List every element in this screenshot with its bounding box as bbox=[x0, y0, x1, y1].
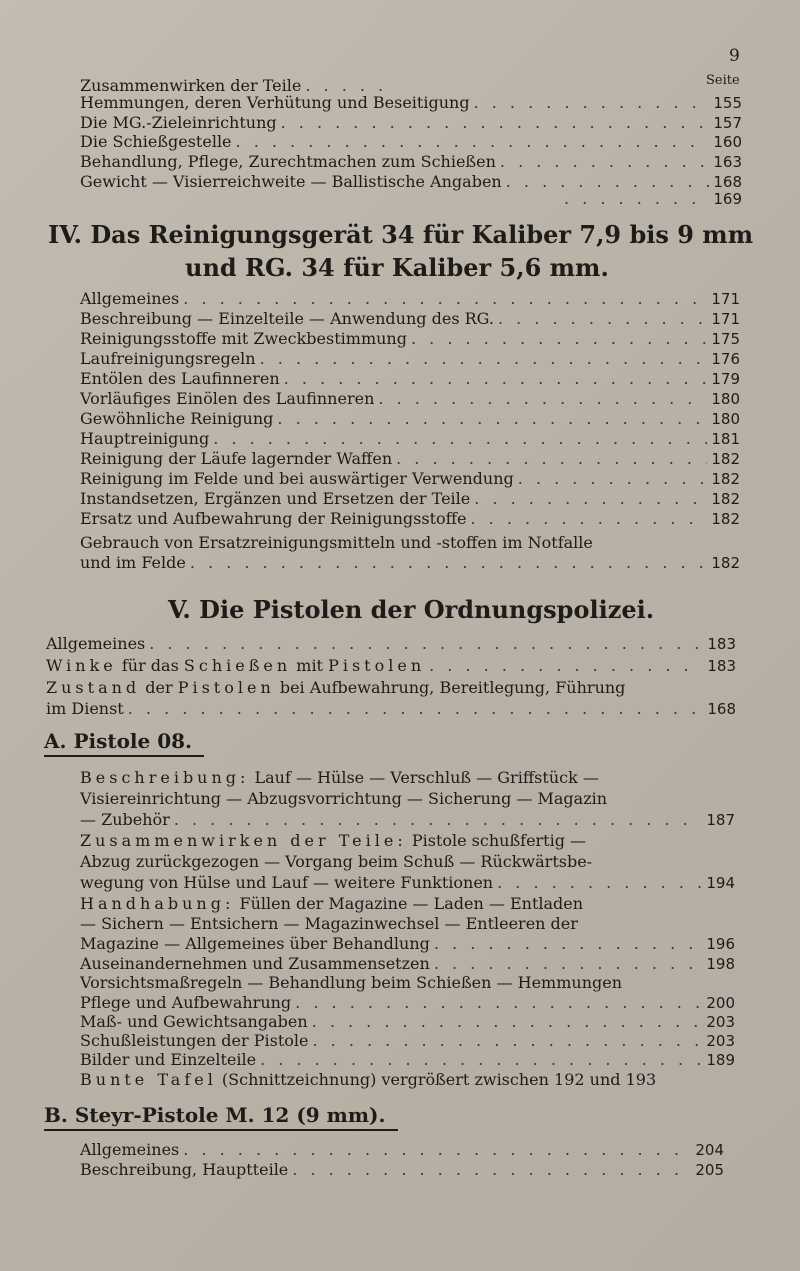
toc-entry-page: 160 bbox=[713, 133, 742, 151]
toc-entry bbox=[80, 113, 742, 133]
spaced-text: Pistolen bbox=[177, 678, 275, 697]
toc-entry bbox=[46, 656, 736, 676]
toc-entry-text: Beschreibung, Hauptteile bbox=[80, 1160, 289, 1179]
subsection-heading: A. Pistole 08. bbox=[44, 729, 204, 757]
toc-entry-text: Magazine — Allgemeines über Behandlung bbox=[80, 934, 430, 953]
toc-entry-text: Laufreinigungsregeln bbox=[80, 349, 256, 368]
toc-entry bbox=[80, 1140, 724, 1160]
toc-entry bbox=[80, 1160, 724, 1180]
toc-entry-text: Maß- und Gewichtsangaben bbox=[80, 1012, 308, 1031]
toc-entry-page: 203 bbox=[706, 1032, 735, 1050]
page-number: 9 bbox=[729, 46, 740, 66]
toc-entry bbox=[80, 369, 740, 389]
section-heading: IV. Das Reinigungsgerät 34 für Kaliber 7,9 bis 9 mm bbox=[48, 220, 754, 249]
toc-entry-text: Hauptreinigung bbox=[80, 429, 210, 448]
spaced-text: Pistolen bbox=[328, 656, 426, 675]
toc-entry-text: Behandlung, Pflege, Zurechtmachen zum Schießen bbox=[80, 152, 496, 171]
toc-entry bbox=[560, 189, 742, 209]
toc-entry-text bbox=[46, 656, 425, 676]
toc-entry-page: 175 bbox=[711, 330, 740, 348]
toc-entry-text: im Dienst bbox=[46, 699, 124, 718]
toc-entry bbox=[80, 509, 740, 529]
toc-entry-page: 169 bbox=[713, 190, 742, 208]
toc-entry-text: Vorläufiges Einölen des Laufinneren bbox=[80, 389, 375, 408]
toc-entry-text: Zusammenwirken der Teile bbox=[80, 76, 302, 95]
text: für das bbox=[121, 656, 179, 675]
toc-entry-text: Beschreibung — Einzelteile — Anwendung des RG. bbox=[80, 309, 494, 328]
spaced-text: Beschreibung: bbox=[80, 768, 250, 787]
toc-entry-text bbox=[80, 1070, 656, 1090]
spaced-text: Handhabung: bbox=[80, 894, 235, 913]
toc-entry-page: 187 bbox=[706, 811, 735, 829]
toc-entry bbox=[80, 289, 740, 309]
toc-entry-text: Ersatz und Aufbewahrung der Reinigungsstoffe bbox=[80, 509, 467, 528]
toc-entry-page: 205 bbox=[695, 1161, 724, 1179]
toc-entry-text: Bilder und Einzelteile bbox=[80, 1050, 257, 1069]
toc-entry-page: 180 bbox=[711, 410, 740, 428]
toc-entry-page: 183 bbox=[707, 635, 736, 653]
toc-entry-text: Entölen des Laufinneren bbox=[80, 369, 280, 388]
toc-entry bbox=[80, 132, 742, 152]
spaced-text: Zusammenwirken der Teile: bbox=[80, 831, 407, 850]
toc-entry bbox=[80, 429, 740, 449]
toc-entry-page: 182 bbox=[711, 470, 740, 488]
toc-entry-text: Die MG.-Zieleinrichtung bbox=[80, 113, 277, 132]
toc-entry-page: 183 bbox=[707, 657, 736, 675]
toc-entry-page: 182 bbox=[711, 490, 740, 508]
toc-entry-text: Auseinandernehmen und Zusammensetzen bbox=[80, 954, 430, 973]
spaced-text: Zustand bbox=[46, 678, 141, 697]
toc-entry-page: 155 bbox=[713, 94, 742, 112]
toc-entry bbox=[80, 349, 740, 369]
toc-entry-page: 181 bbox=[711, 430, 740, 448]
text: Pistole schußfertig — bbox=[411, 831, 587, 850]
toc-entry-text: Pflege und Aufbewahrung bbox=[80, 993, 292, 1012]
toc-entry bbox=[80, 954, 735, 974]
toc-entry-page: 157 bbox=[713, 114, 742, 132]
toc-entry-text: Instandsetzen, Ergänzen und Ersetzen der Teile bbox=[80, 489, 471, 508]
toc-entry-page: 182 bbox=[711, 510, 740, 528]
toc-entry-page: 180 bbox=[711, 390, 740, 408]
toc-entry-text: Gewöhnliche Reinigung bbox=[80, 409, 274, 428]
toc-entry-page: 182 bbox=[711, 450, 740, 468]
text: Lauf — Hülse — Verschluß — Griffstück — bbox=[254, 768, 599, 787]
spaced-text: Schießen bbox=[183, 656, 292, 675]
toc-entry bbox=[80, 873, 735, 893]
toc-entry bbox=[80, 1031, 735, 1051]
toc-entry-text: Hemmungen, deren Verhütung und Beseitigung bbox=[80, 93, 470, 112]
toc-entry bbox=[80, 449, 740, 469]
toc-entry bbox=[80, 553, 740, 573]
toc-entry-text: wegung von Hülse und Lauf — weitere Funktionen bbox=[80, 873, 494, 892]
toc-entry-page: 171 bbox=[711, 290, 740, 308]
toc-entry-text: Reinigungsstoffe mit Zweckbestimmung bbox=[80, 329, 407, 348]
text: Füllen der Magazine — Laden — Entladen bbox=[239, 894, 584, 913]
toc-entry-text: — Sichern — Entsichern — Magazinwechsel — Entleeren der bbox=[80, 914, 578, 933]
toc-entry-text: Vorsichtsmaßregeln — Behandlung beim Schießen — Hemmungen bbox=[80, 973, 623, 992]
toc-entry bbox=[80, 329, 740, 349]
seite-label: Seite bbox=[706, 73, 740, 88]
text: bei Aufbewahrung, Bereitlegung, Führung bbox=[279, 678, 626, 697]
spaced-text: Bunte Tafel bbox=[80, 1070, 217, 1089]
toc-entry bbox=[80, 389, 740, 409]
section-heading-cont: und RG. 34 für Kaliber 5,6 mm. bbox=[185, 253, 609, 282]
section-heading: V. Die Pistolen der Ordnungspolizei. bbox=[168, 595, 655, 624]
toc-entry-page: 163 bbox=[713, 153, 742, 171]
toc-entry-text: Gebrauch von Ersatzreinigungsmitteln und -stoffen im Notfalle bbox=[80, 533, 593, 552]
toc-entry-text bbox=[80, 768, 599, 788]
toc-entry-text: Allgemeines bbox=[80, 289, 180, 308]
text: der bbox=[145, 678, 173, 697]
toc-entry-page: 168 bbox=[707, 700, 736, 718]
toc-entry bbox=[80, 409, 740, 429]
toc-entry-page: 203 bbox=[706, 1013, 735, 1031]
toc-entry-text: Reinigung im Felde und bei auswärtiger Verwendung bbox=[80, 469, 514, 488]
toc-entry-text: Allgemeines bbox=[80, 1140, 180, 1159]
toc-entry-text: — Zubehör bbox=[80, 810, 170, 829]
toc-entry-page: 198 bbox=[706, 955, 735, 973]
toc-entry bbox=[80, 469, 740, 489]
toc-entry-page: 194 bbox=[706, 874, 735, 892]
toc-entry-page: 171 bbox=[711, 310, 740, 328]
toc-entry bbox=[80, 993, 735, 1013]
toc-entry-page: 168 bbox=[713, 173, 742, 191]
toc-entry bbox=[80, 309, 740, 329]
toc-entry-page: 204 bbox=[695, 1141, 724, 1159]
toc-entry bbox=[80, 489, 740, 509]
toc-entry-text: Die Schießgestelle bbox=[80, 132, 232, 151]
toc-entry-text bbox=[80, 831, 586, 851]
toc-entry-text bbox=[46, 678, 625, 698]
toc-entry-page: 189 bbox=[706, 1051, 735, 1069]
toc-entry bbox=[80, 93, 742, 113]
toc-entry-text: Visiereinrichtung — Abzugsvorrichtung — Sicherung — Magazin bbox=[80, 789, 608, 808]
toc-entry-page: 192 und 193 bbox=[554, 1070, 657, 1089]
toc-entry-page: 196 bbox=[706, 935, 735, 953]
toc-entry-text: und im Felde bbox=[80, 553, 186, 572]
toc-entry bbox=[80, 810, 735, 830]
text: (Schnittzeichnung) vergrößert zwischen bbox=[221, 1070, 549, 1089]
toc-entry-page: 182 bbox=[711, 554, 740, 572]
toc-entry bbox=[80, 1012, 735, 1032]
toc-entry-text: Allgemeines bbox=[46, 634, 146, 653]
toc-entry bbox=[80, 934, 735, 954]
subsection-heading: B. Steyr-Pistole M. 12 (9 mm). bbox=[44, 1103, 398, 1131]
toc-entry-page: 200 bbox=[706, 994, 735, 1012]
toc-entry bbox=[46, 699, 736, 719]
toc-entry-page: 179 bbox=[711, 370, 740, 388]
toc-entry bbox=[46, 634, 736, 654]
toc-entry-text bbox=[80, 894, 583, 914]
toc-entry bbox=[80, 1050, 735, 1070]
text: mit bbox=[296, 656, 323, 675]
toc-entry-text: Abzug zurückgezogen — Vorgang beim Schuß — Rückwärtsbe- bbox=[80, 852, 593, 871]
toc-entry-text: Schußleistungen der Pistole bbox=[80, 1031, 309, 1050]
toc-entry-text: Reinigung der Läufe lagernder Waffen bbox=[80, 449, 393, 468]
toc-entry-page: 176 bbox=[711, 350, 740, 368]
spaced-text: Winke bbox=[46, 656, 117, 675]
toc-entry bbox=[80, 152, 742, 172]
toc-entry-text: Gewicht — Visierreichweite — Ballistische Angaben bbox=[80, 172, 502, 191]
